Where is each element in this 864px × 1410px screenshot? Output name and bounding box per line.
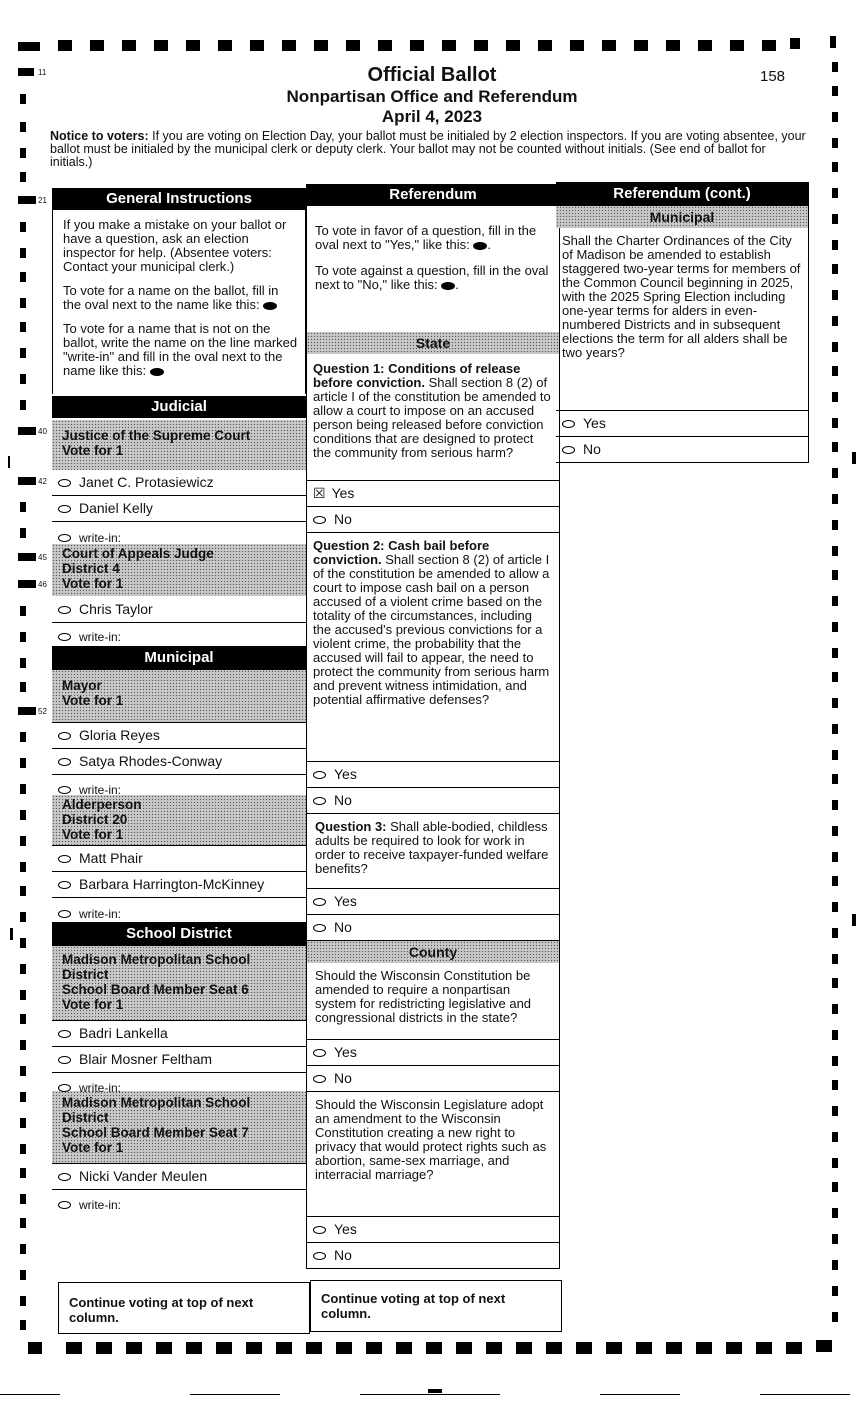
writein-appeals[interactable]	[52, 623, 306, 643]
county-question-1: Should the Wisconsin Constitution be amended to require a nonpartisan system for redistricting legislative and congressional districts in the state?	[315, 968, 532, 1025]
oval-icon[interactable]	[58, 855, 71, 863]
continue-box-col1	[58, 1282, 310, 1334]
seat6-district: District	[62, 967, 109, 982]
ballot-number: 158	[760, 68, 786, 85]
candidate-lankella[interactable]	[52, 1020, 306, 1047]
candidate-name: Blair Mosner Feltham	[79, 1051, 213, 1067]
margin-number: 52	[38, 707, 47, 716]
oval-icon[interactable]	[562, 420, 575, 428]
filled-oval-icon	[441, 282, 455, 290]
mayor-contest-header	[52, 670, 306, 722]
vote-for-label: Vote for 1	[62, 997, 124, 1012]
continue-box-col2	[310, 1280, 562, 1332]
cq2-yes[interactable]	[307, 1216, 559, 1243]
no-label: No	[334, 511, 352, 527]
oval-icon[interactable]	[58, 910, 71, 918]
gi-vote-name: To vote for a name on the ballot, fill in the oval next to the name like this:	[63, 283, 279, 312]
oval-icon[interactable]	[58, 786, 71, 794]
vote-for-label: Vote for 1	[62, 693, 124, 708]
candidate-protasiewicz[interactable]	[52, 470, 306, 496]
continue-text: Continue voting at top of next column.	[321, 1291, 506, 1321]
q2-no[interactable]	[307, 788, 559, 814]
supreme-court-contest-header	[52, 420, 306, 470]
marked-oval-icon[interactable]: ☒	[313, 485, 326, 501]
gi-writein: To vote for a name that is not on the ballot, write the name on the line marked "write-in" and fill in the oval next to the name like this:	[63, 321, 298, 378]
writein-seat7[interactable]	[52, 1190, 306, 1215]
referendum-cont-header: Referendum (cont.)	[556, 182, 808, 206]
yes-label: Yes	[334, 1044, 357, 1060]
column-3	[556, 182, 809, 463]
no-label: No	[334, 1070, 352, 1086]
q2-yes[interactable]	[307, 761, 559, 788]
referendum-instructions: To vote in favor of a question, fill in the oval next to "Yes," like this: . To vote against a question, fill in the oval next to "No," like this: .	[315, 223, 549, 292]
filled-oval-icon	[150, 368, 164, 376]
candidate-feltham[interactable]	[52, 1047, 306, 1073]
notice-lead: Notice to voters:	[50, 129, 149, 143]
seat7-seat: School Board Member Seat 7	[62, 1125, 249, 1140]
no-label: No	[583, 441, 601, 457]
yes-label: Yes	[334, 766, 357, 782]
vote-for-label: Vote for 1	[62, 576, 124, 591]
yes-label: Yes	[334, 893, 357, 909]
appeals-contest-header	[52, 544, 306, 596]
question-3	[307, 814, 559, 888]
q1-yes[interactable]	[307, 480, 559, 507]
oval-icon[interactable]	[58, 1173, 71, 1181]
mq-no[interactable]	[556, 437, 808, 463]
oval-icon[interactable]	[313, 1252, 326, 1260]
ref-no-instr: To vote against a question, fill in the oval next to "No," like this:	[315, 263, 549, 292]
oval-icon[interactable]	[58, 1030, 71, 1038]
oval-icon[interactable]	[58, 633, 71, 641]
oval-icon[interactable]	[58, 732, 71, 740]
writein-mayor[interactable]	[52, 775, 306, 795]
q3-title: Question 3:	[315, 819, 387, 834]
municipal-ref-header: Municipal	[556, 206, 808, 228]
county-question-2: Should the Wisconsin Legislature adopt an amendment to the Wisconsin Constitution creating a new right to privacy that would protect rights such as abortion, same-sex marriage, and interracial marriage?	[315, 1097, 547, 1182]
filled-oval-icon	[473, 242, 487, 250]
column-2	[306, 184, 560, 1269]
candidate-name: Satya Rhodes-Conway	[79, 753, 223, 769]
municipal-question: Shall the Charter Ordinances of the City of Madison be amended to establish staggered two-year terms for members of the Common Council beginning in 2025, with the 2025 Spring Election including one-year terms for alders in even-numbered Districts and in subsequent elections the term for all alders shall be two years?	[562, 233, 801, 360]
q2-title: Question 2: Cash bail before conviction.	[313, 538, 490, 567]
election-date: April 4, 2023	[381, 107, 483, 126]
q1-title: Question 1: Conditions of release before conviction.	[313, 361, 521, 390]
q1-text: Shall section 8 (2) of article I of the constitution be amended to allow a court to impose on an accused person being released before conviction conditions that are designed to protect the community from serious harm?	[313, 375, 551, 460]
margin-number: 46	[38, 580, 47, 589]
candidate-name: Chris Taylor	[79, 601, 153, 617]
candidate-kelly[interactable]	[52, 496, 306, 522]
writein-label: write-in:	[79, 531, 122, 545]
writein-alder[interactable]	[52, 898, 306, 920]
footer-line	[190, 1394, 280, 1395]
candidate-phair[interactable]	[52, 845, 306, 872]
seat6-contest-header	[52, 946, 306, 1020]
vote-for-label: Vote for 1	[62, 443, 124, 458]
seat6-seat: School Board Member Seat 6	[62, 982, 249, 997]
seat7-contest-header	[52, 1091, 306, 1163]
seat6-title: Madison Metropolitan School	[62, 952, 251, 967]
candidate-name: Barbara Harrington-McKinney	[79, 876, 265, 892]
footer-line	[360, 1394, 500, 1395]
alder-title: Alderperson	[62, 797, 142, 812]
question-2	[307, 533, 559, 761]
oval-icon[interactable]	[313, 1075, 326, 1083]
ballot-title: Official Ballot	[367, 64, 497, 86]
cq1-yes[interactable]	[307, 1039, 559, 1066]
ref-yes-instr: To vote in favor of a question, fill in the oval next to "Yes," like this:	[315, 223, 537, 252]
supreme-court-title: Justice of the Supreme Court	[62, 428, 251, 443]
gi-mistake: If you make a mistake on your ballot or have a question, ask an election inspector for help. (Absentee voters: Contact your municipal clerk.)	[63, 217, 287, 274]
notice-to-voters	[50, 130, 810, 169]
margin-number: 21	[38, 196, 47, 205]
oval-icon[interactable]	[313, 516, 326, 524]
oval-icon[interactable]	[58, 479, 71, 487]
oval-icon[interactable]	[313, 1226, 326, 1234]
appeals-district: District 4	[62, 561, 120, 576]
candidate-rhodes-conway[interactable]	[52, 749, 306, 775]
candidate-name: Daniel Kelly	[79, 500, 153, 516]
q2-text: Shall section 8 (2) of article I of the constitution be amended to allow a court to impose cash bail on a person accused of a violent crime based on the totality of the circumstances, including the accused's previous convictions for a violent crime, the probability that the accused will fail to appear, the need to protect the community from serious harm and prevent witness intimidation, and potential affirmative defenses?	[313, 552, 550, 707]
candidate-name: Nicki Vander Meulen	[79, 1168, 208, 1184]
candidate-harrington-mckinney[interactable]	[52, 872, 306, 898]
vote-for-label: Vote for 1	[62, 827, 124, 842]
alder-district: District 20	[62, 812, 128, 827]
candidate-vander-meulen[interactable]	[52, 1163, 306, 1190]
ballot-subtitle: Nonpartisan Office and Referendum	[286, 87, 578, 106]
oval-icon[interactable]	[58, 881, 71, 889]
q3-yes[interactable]	[307, 888, 559, 915]
writein-label: write-in:	[79, 907, 122, 921]
alder-contest-header	[52, 795, 306, 845]
cq2-no[interactable]	[307, 1243, 559, 1269]
no-label: No	[334, 792, 352, 808]
footer-mark	[428, 1389, 442, 1393]
column-1	[52, 188, 306, 1215]
oval-icon[interactable]	[58, 505, 71, 513]
candidate-taylor[interactable]	[52, 596, 306, 623]
oval-icon[interactable]	[58, 1056, 71, 1064]
filled-oval-icon	[263, 302, 277, 310]
margin-number: 42	[38, 477, 47, 486]
continue-text: Continue voting at top of next column.	[69, 1295, 254, 1325]
yes-label: Yes	[334, 1221, 357, 1237]
seat7-district: District	[62, 1110, 109, 1125]
yes-label: Yes	[331, 485, 355, 501]
general-instructions-header: General Instructions	[52, 188, 306, 210]
yes-label: Yes	[583, 415, 606, 431]
oval-icon[interactable]	[58, 1201, 71, 1209]
candidate-reyes[interactable]	[52, 722, 306, 749]
oval-icon[interactable]	[58, 758, 71, 766]
oval-icon[interactable]	[562, 446, 575, 454]
writein-label: write-in:	[79, 1198, 122, 1212]
seat7-title: Madison Metropolitan School	[62, 1095, 251, 1110]
cq1-no[interactable]	[307, 1066, 559, 1092]
oval-icon[interactable]	[58, 606, 71, 614]
no-label: No	[334, 1247, 352, 1263]
vote-for-label: Vote for 1	[62, 1140, 124, 1155]
appeals-title: Court of Appeals Judge	[62, 546, 214, 561]
oval-icon[interactable]	[313, 797, 326, 805]
writein-seat6[interactable]	[52, 1073, 306, 1095]
mq-yes[interactable]	[556, 410, 808, 437]
state-header: State	[307, 332, 559, 354]
referendum-header: Referendum	[307, 184, 559, 206]
no-label: No	[334, 919, 352, 935]
mayor-title: Mayor	[62, 678, 102, 693]
oval-icon[interactable]	[313, 1049, 326, 1057]
footer-line	[0, 1394, 60, 1395]
margin-number: 40	[38, 427, 47, 436]
writein-label: write-in:	[79, 783, 122, 797]
footer-line	[600, 1394, 680, 1395]
margin-number: 11	[38, 68, 47, 77]
candidate-name: Badri Lankella	[79, 1025, 168, 1041]
oval-icon[interactable]	[58, 534, 71, 542]
writein-label: write-in:	[79, 1081, 122, 1095]
question-1	[307, 354, 559, 480]
county-header: County	[307, 941, 559, 963]
q1-no[interactable]	[307, 507, 559, 533]
margin-number: 45	[38, 553, 47, 562]
general-instructions	[52, 210, 306, 394]
writein-label: write-in:	[79, 630, 122, 644]
q3-no[interactable]	[307, 915, 559, 941]
municipal-header: Municipal	[52, 646, 306, 670]
footer-line	[760, 1394, 850, 1395]
oval-icon[interactable]	[313, 924, 326, 932]
candidate-name: Matt Phair	[79, 850, 143, 866]
candidate-name: Janet C. Protasiewicz	[79, 474, 214, 490]
writein-supreme[interactable]	[52, 522, 306, 544]
oval-icon[interactable]	[313, 771, 326, 779]
candidate-name: Gloria Reyes	[79, 727, 160, 743]
school-district-header: School District	[52, 922, 306, 946]
q3-text: Shall able-bodied, childless adults be required to look for work in order to receive taxpayer-funded welfare benefits?	[315, 819, 549, 876]
notice-text: If you are voting on Election Day, your ballot must be initialed by 2 election inspectors. If you are voting absentee, your ballot must be initialed by the municipal clerk or deputy clerk. Your ballot may not be counted without initials. (See end of ballot for initials.)	[50, 129, 806, 169]
judicial-header: Judicial	[52, 396, 306, 418]
oval-icon[interactable]	[313, 898, 326, 906]
